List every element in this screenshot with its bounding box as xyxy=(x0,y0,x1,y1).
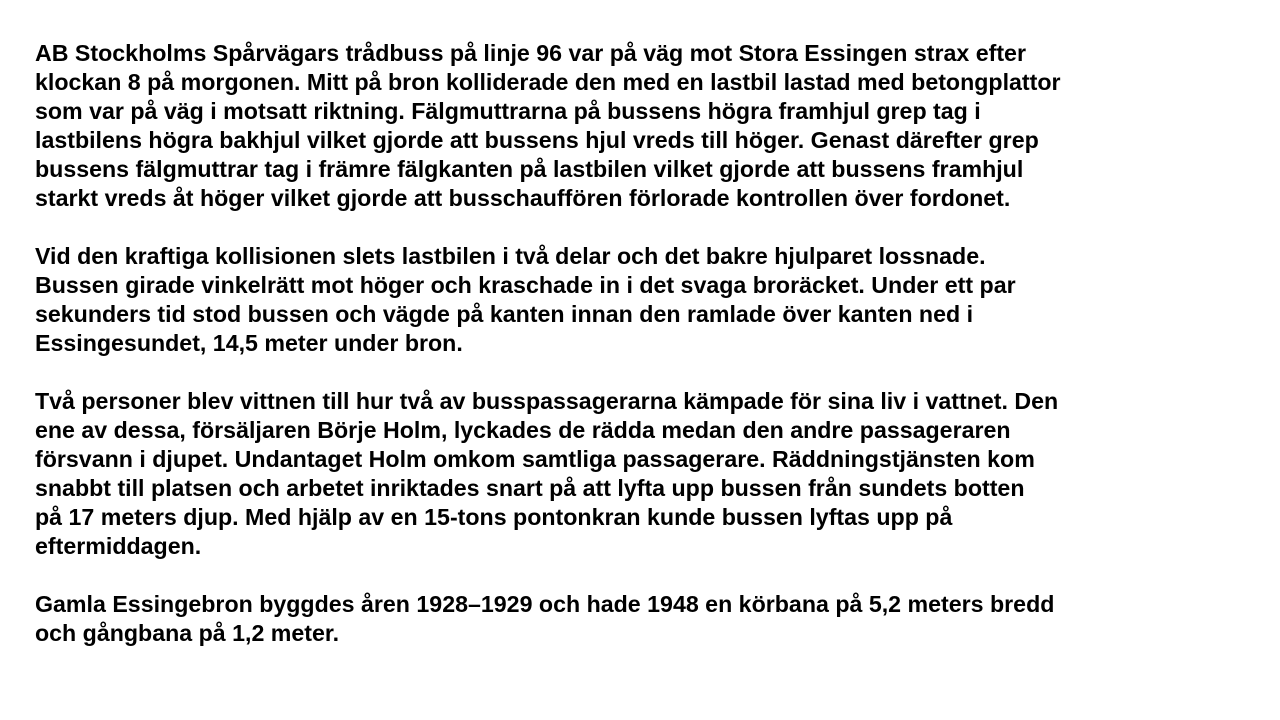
paragraph-3 xyxy=(35,387,1275,561)
text-line: lastbilens högra bakhjul vilket gjorde att bussens hjul vreds till höger. Genast därefter grep xyxy=(35,127,1039,153)
text-line: starkt vreds åt höger vilket gjorde att busschauffören förlorade kontrollen över fordonet. xyxy=(35,185,1011,211)
text-line: Vid den kraftiga kollisionen slets lastbilen i två delar och det bakre hjulparet lossnade. xyxy=(35,243,986,269)
text-line: Gamla Essingebron byggdes åren 1928–1929 och hade 1948 en körbana på 5,2 meters bredd xyxy=(35,591,1055,617)
text-line: bussens fälgmuttrar tag i främre fälgkanten på lastbilen vilket gjorde att bussens framhjul xyxy=(35,156,1024,182)
text-line: och gångbana på 1,2 meter. xyxy=(35,620,340,646)
text-line: eftermiddagen. xyxy=(35,533,202,559)
text-line: Bussen girade vinkelrätt mot höger och kraschade in i det svaga broräcket. Under ett par xyxy=(35,272,1016,298)
text-line: klockan 8 på morgonen. Mitt på bron kolliderade den med en lastbil lastad med betongplattor xyxy=(35,69,1061,95)
text-line: försvann i djupet. Undantaget Holm omkom samtliga passagerare. Räddningstjänsten kom xyxy=(35,446,1035,472)
text-line: ene av dessa, försäljaren Börje Holm, lyckades de rädda medan den andre passageraren xyxy=(35,417,1011,443)
text-line: sekunders tid stod bussen och vägde på kanten innan den ramlade över kanten ned i xyxy=(35,301,974,327)
text-line: snabbt till platsen och arbetet inriktades snart på att lyfta upp bussen från sundets botten xyxy=(35,475,1025,501)
paragraph-4 xyxy=(35,590,1275,648)
text-line: AB Stockholms Spårvägars trådbuss på linje 96 var på väg mot Stora Essingen strax efter xyxy=(35,40,1026,66)
text-line: på 17 meters djup. Med hjälp av en 15-tons pontonkran kunde bussen lyftas upp på xyxy=(35,504,953,530)
text-line: Essingesundet, 14,5 meter under bron. xyxy=(35,330,463,356)
text-line: Två personer blev vittnen till hur två av busspassagerarna kämpade för sina liv i vattnet. Den xyxy=(35,388,1059,414)
paragraph-2 xyxy=(35,242,1275,358)
paragraph-1 xyxy=(35,39,1275,213)
document-body xyxy=(35,39,1275,648)
text-line: som var på väg i motsatt riktning. Fälgmuttrarna på bussens högra framhjul grep tag i xyxy=(35,98,981,124)
